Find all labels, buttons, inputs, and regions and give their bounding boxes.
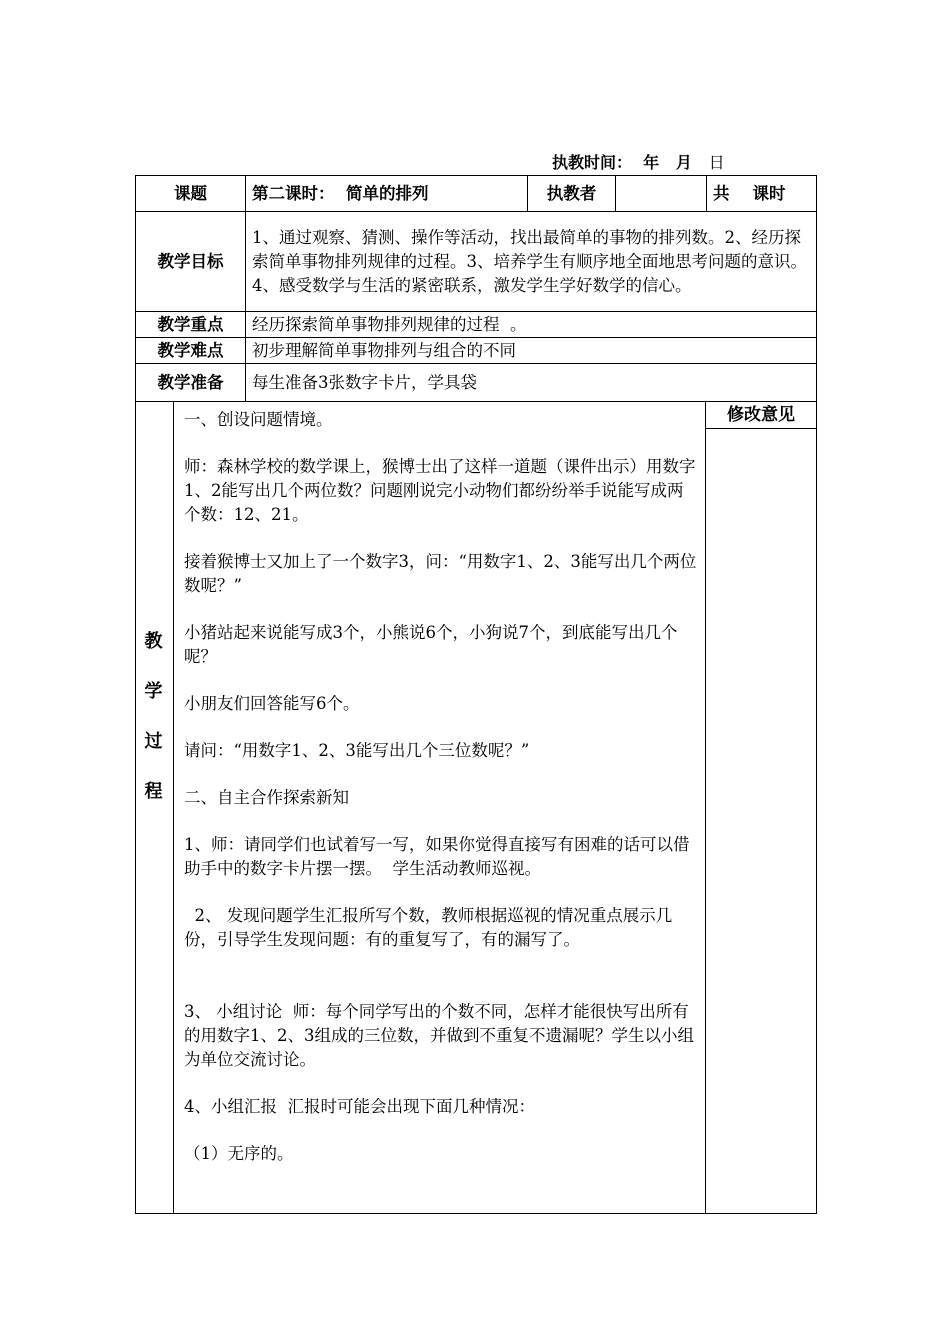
teacher-label: 执教者: [528, 176, 616, 212]
preparation-value: 每生准备3张数字卡片，学具袋: [246, 364, 817, 402]
process-label-char: 学: [144, 681, 163, 702]
key-point-label: 教学重点: [136, 312, 246, 338]
year-label: 年: [643, 153, 660, 172]
process-label-char: 程: [144, 781, 163, 802]
process-label-char: 教: [144, 631, 163, 652]
teacher-value: [616, 176, 707, 212]
topic-row: [136, 176, 817, 212]
difficulty-value: 初步理解简单事物排列与组合的不同: [246, 338, 817, 364]
teach-time-label: 执教时间：: [552, 153, 633, 172]
difficulty-row: [136, 338, 817, 364]
goal-value: 1、通过观察、猜测、操作等活动，找出最简单的事物的排列数。2、经历探索简单事物排列规律的过程。3、培养学生有顺序地全面地思考问题的意识。 4、感受数学与生活的紧密联系，激发学生学好数学的信心。: [246, 212, 817, 312]
goal-row: [136, 212, 817, 312]
process-paragraph: 3、 小组讨论 师：每个同学写出的个数不同，怎样才能很快写出所有的用数字1、2、3组成的三位数，并做到不重复不遗漏呢？学生以小组为单位交流讨论。: [184, 1001, 694, 1069]
process-paragraph: 一、创设问题情境。: [184, 409, 333, 429]
process-paragraph: 请问：“用数字1、2、3能写出几个三位数呢？”: [184, 740, 530, 760]
process-paragraph: 2、 发现问题学生汇报所写个数，教师根据巡视的情况重点展示几份，引导学生发现问题：有的重复写了，有的漏写了。: [184, 905, 673, 949]
process-paragraph: 二、自主合作探索新知: [184, 787, 349, 807]
process-paragraph: （1）无序的。: [184, 1143, 294, 1163]
process-paragraph: 4、小组汇报 汇报时可能会出现下面几种情况：: [184, 1096, 535, 1116]
process-section: [135, 402, 817, 1215]
difficulty-label: 教学难点: [136, 338, 246, 364]
process-paragraph: 小朋友们回答能写6个。: [184, 693, 360, 713]
key-point-value: 经历探索简单事物排列规律的过程 。: [246, 312, 817, 338]
revision-header: 修改意见: [706, 402, 816, 429]
teaching-date-line: [552, 150, 725, 173]
month-label: 月: [675, 153, 692, 172]
process-label-char: 过: [144, 731, 163, 752]
revision-column: [706, 402, 816, 1214]
process-paragraph: 1、师：请同学们也试着写一写，如果你觉得直接写有困难的话可以借助手中的数字卡片摆一摆。 学生活动教师巡视。: [184, 834, 690, 878]
day-label: 日: [708, 153, 725, 172]
total-periods-label: 共 课时: [707, 176, 817, 212]
process-vertical-label: [135, 630, 172, 830]
preparation-label: 教学准备: [136, 364, 246, 402]
process-paragraph: 小猪站起来说能写成3个，小熊说6个，小狗说7个，到底能写出几个呢？: [184, 622, 678, 666]
topic-value: 第二课时： 简单的排列: [246, 176, 528, 212]
process-body: [174, 402, 706, 1214]
process-paragraph: 师：森林学校的数学课上，猴博士出了这样一道题（课件出示）用数字1、2能写出几个两位数？问题刚说完小动物们都纷纷举手说能写成两个数：12、21。: [184, 456, 696, 524]
goal-label: 教学目标: [136, 212, 246, 312]
key-point-row: [136, 312, 817, 338]
preparation-row: [136, 364, 817, 402]
process-paragraph: 接着猴博士又加上了一个数字3，问：“用数字1、2、3能写出几个两位数呢？”: [184, 551, 697, 595]
topic-label: 课题: [136, 176, 246, 212]
